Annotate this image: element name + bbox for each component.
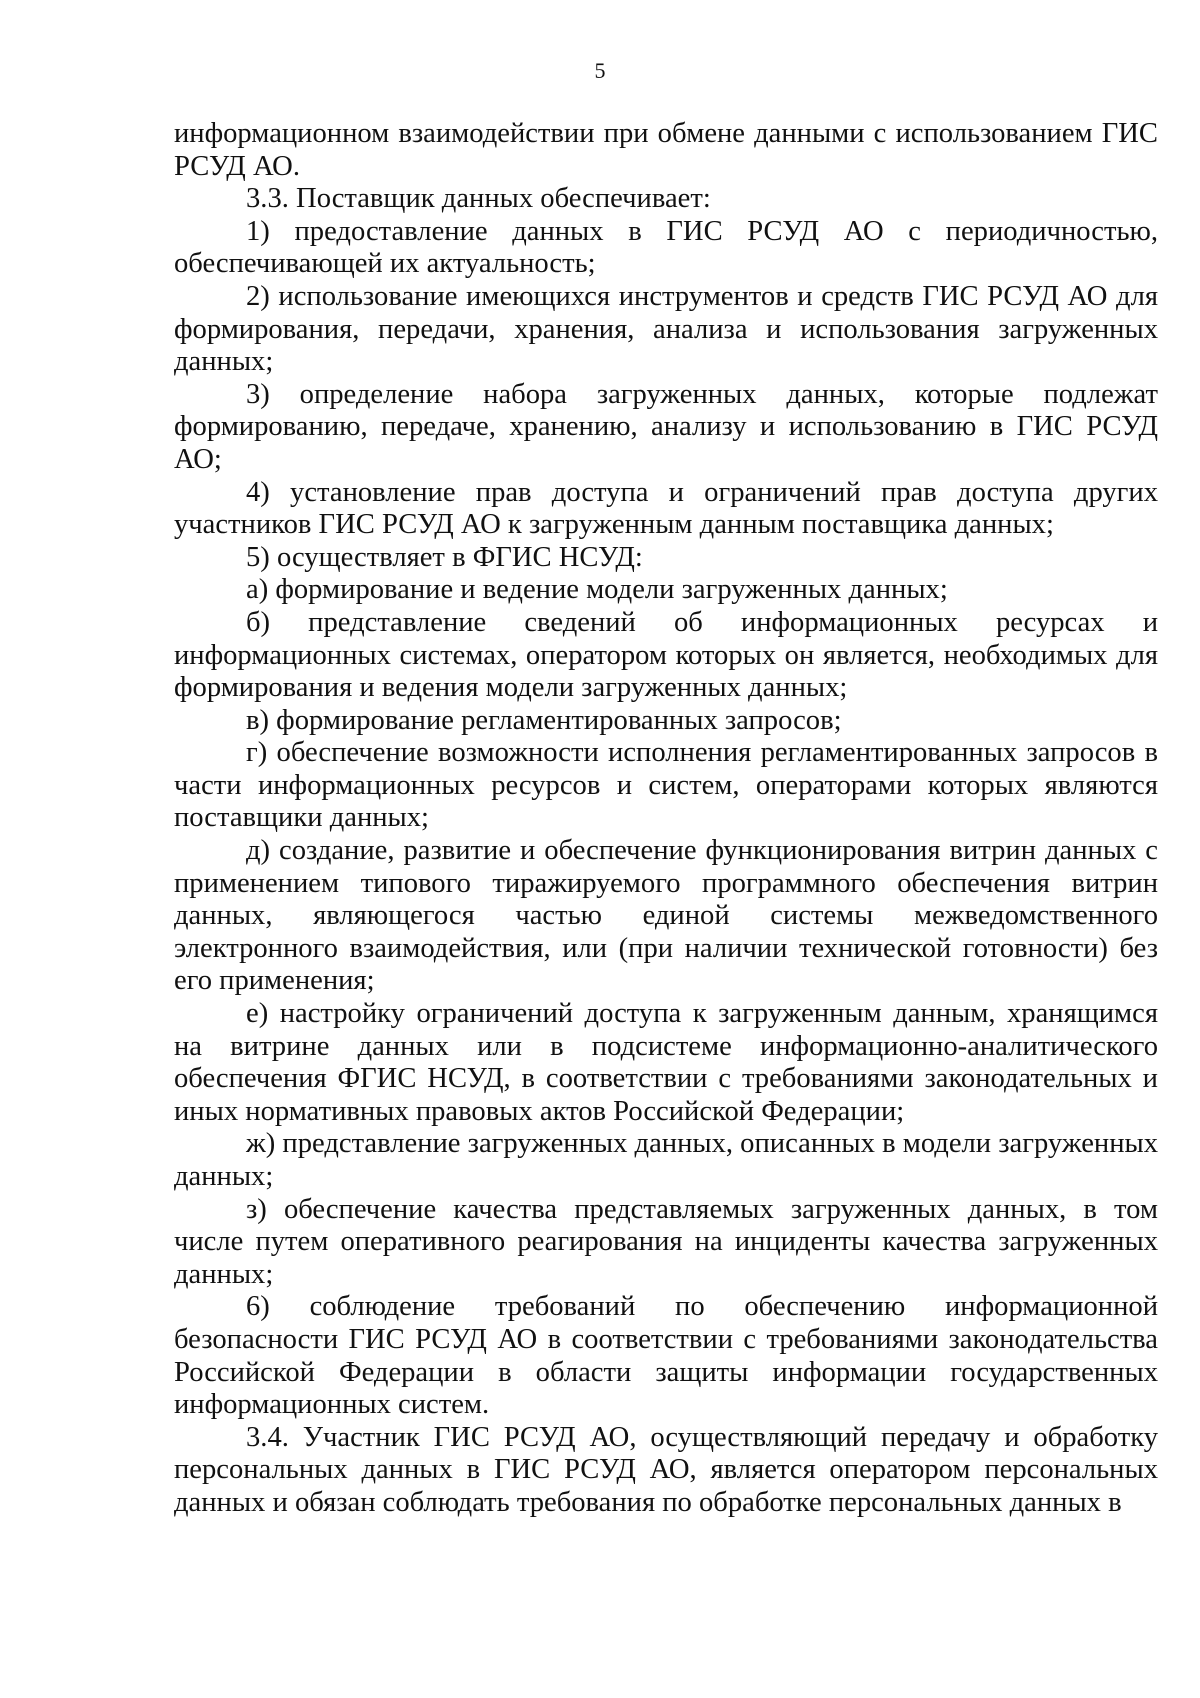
paragraph-item-3: 3) определение набора загруженных данных, которые подлежат формированию, передаче, хранению, анализу и использованию в ГИС РСУД АО; <box>174 378 1158 475</box>
paragraph-item-6: 6) соблюдение требований по обеспечению информационной безопасности ГИС РСУД АО в соответствии с требованиями законодательства Российской Федерации в области защиты информации государственных информационных систем. <box>174 1291 1158 1421</box>
paragraph-subitem-z: з) обеспечение качества представляемых загруженных данных, в том числе путем оперативного реагирования на инциденты качества загруженных данных; <box>174 1193 1158 1290</box>
paragraph-3-3-heading: 3.3. Поставщик данных обеспечивает: <box>246 183 711 215</box>
paragraph-subitem-e: е) настройку ограничений доступа к загруженным данным, хранящимся на витрине данных или в подсистеме информационно-аналитического обеспечения ФГИС НСУД, в соответствии с требованиями законодательных и иных нормативных правовых актов Российской Федерации; <box>174 998 1158 1127</box>
paragraph-item-4: 4) установление прав доступа и ограничений прав доступа других участников ГИС РСУД АО к загруженным данным поставщика данных; <box>174 476 1158 541</box>
page-number: 5 <box>594 58 606 83</box>
paragraph-subitem-b: б) представление сведений об информационных ресурсах и информационных системах, оператором которых он является, необходимых для формирования и ведения модели загруженных данных; <box>174 606 1158 704</box>
paragraph-item-5: 5) осуществляет в ФГИС НСУД: <box>246 541 643 573</box>
paragraph-subitem-v: в) формирование регламентированных запросов; <box>246 704 842 736</box>
document-body <box>174 118 1158 1520</box>
paragraph-item-1: 1) предоставление данных в ГИС РСУД АО с периодичностью, обеспечивающей их актуальность; <box>174 215 1158 280</box>
paragraph-subitem-a: а) формирование и ведение модели загруженных данных; <box>246 574 948 606</box>
paragraph-subitem-zh: ж) представление загруженных данных, описанных в модели загруженных данных; <box>174 1128 1158 1192</box>
paragraph-subitem-d: д) создание, развитие и обеспечение функционирования витрин данных с применением типового тиражируемого программного обеспечения витрин данных, являющегося частью единой системы межведомственного электронного взаимодействия, или (при наличии технической готовности) без его применения; <box>174 835 1158 997</box>
paragraph-continuation: информационном взаимодействии при обмене данными с использованием ГИС РСУД АО. <box>174 118 1158 182</box>
paragraph-subitem-g: г) обеспечение возможности исполнения регламентированных запросов в части информационных ресурсов и систем, операторами которых являются поставщики данных; <box>174 737 1158 834</box>
paragraph-item-2: 2) использование имеющихся инструментов и средств ГИС РСУД АО для формирования, передачи, хранения, анализа и использования загруженных данных; <box>174 280 1158 378</box>
paragraph-3-4: 3.4. Участник ГИС РСУД АО, осуществляющий передачу и обработку персональных данных в ГИС РСУД АО, является оператором персональных данных и обязан соблюдать требования по обработке персональных данных в <box>174 1421 1158 1518</box>
